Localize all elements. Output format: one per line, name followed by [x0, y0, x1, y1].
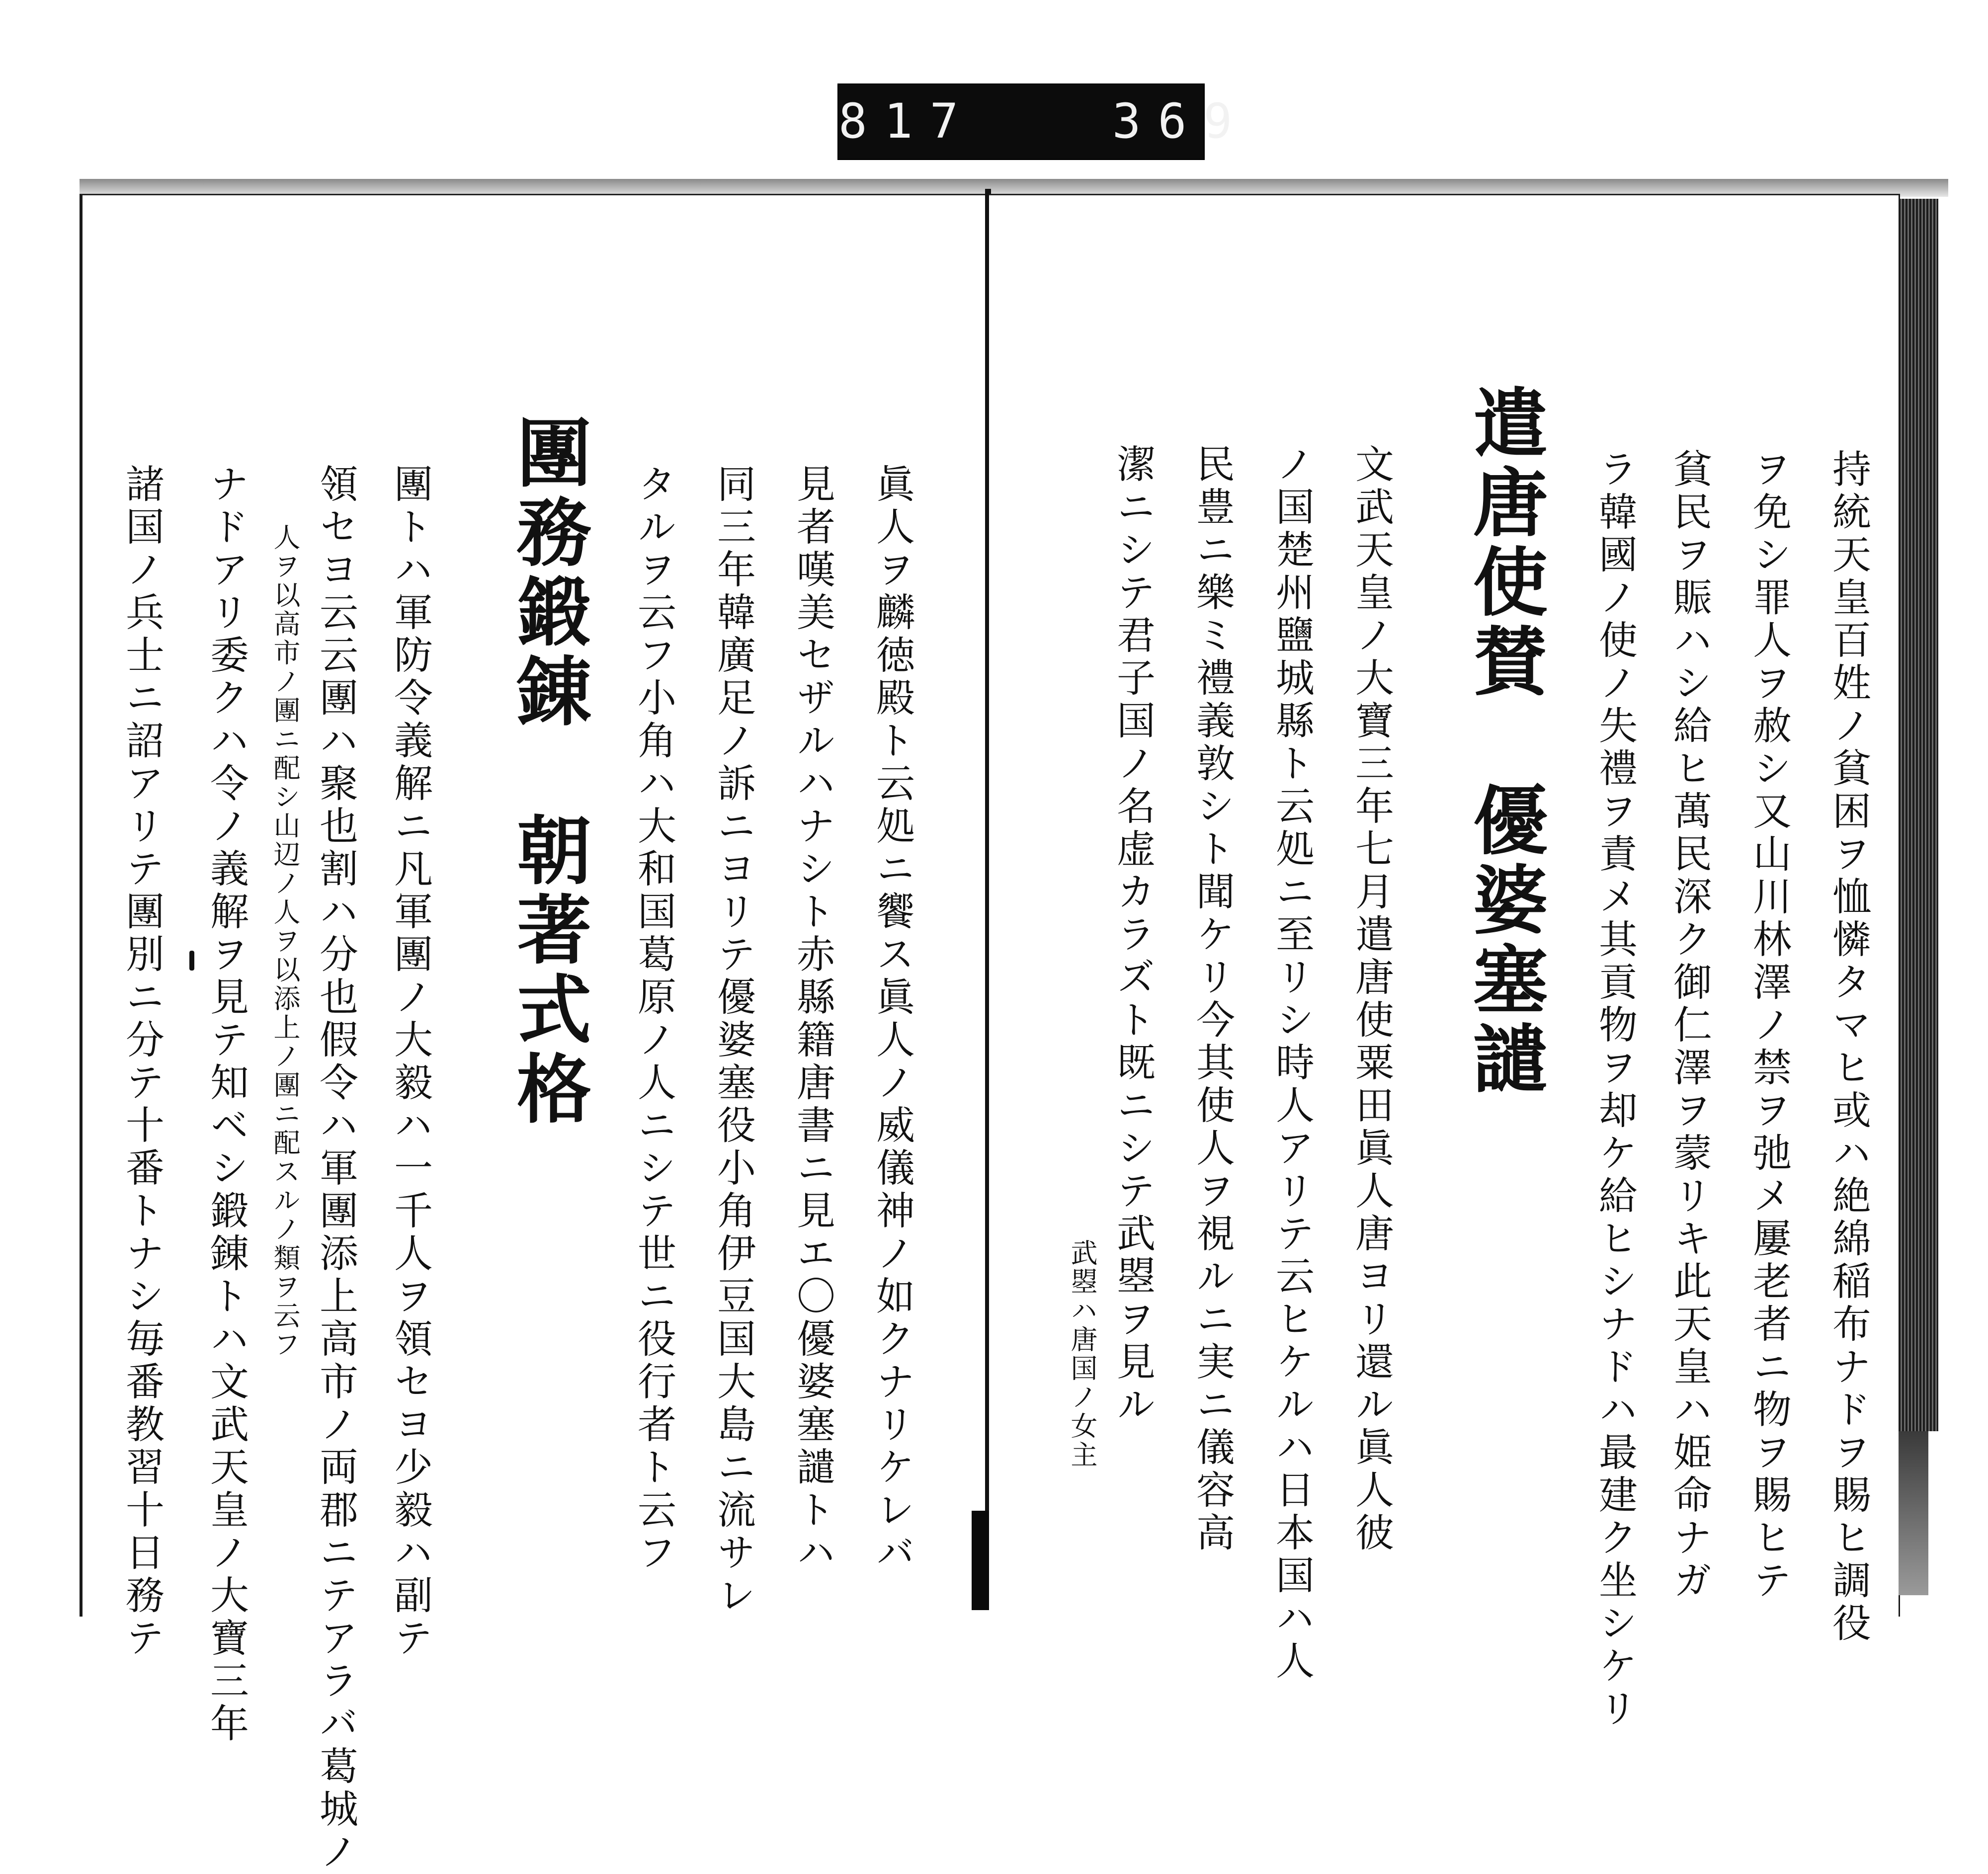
left-col-7: ナドアリ委クハ令ノ義解ヲ見テ知ベシ鍛錬トハ文武天皇ノ大寶三年 [204, 464, 248, 1746]
open-book [80, 179, 1948, 1874]
archive-number-text: 817 369 [838, 93, 1249, 149]
left-col-6: 領セヨ云云團ハ聚也割ハ分也假令ハ軍團添上高市ノ両郡ニテアラバ葛城ノ [313, 464, 358, 1874]
right-page [989, 194, 1900, 1731]
right-col-4: ラ韓國ノ使ノ失禮ヲ責メ其貢物ヲ却ケ給ヒシナドハ最建ク坐シケリ [1592, 449, 1637, 1731]
page-edges [1899, 199, 1938, 1431]
archive-number-label [837, 83, 1249, 160]
right-col-1: 持統天皇百姓ノ貧困ヲ恤憐タマヒ或ハ絶綿稲布ナドヲ賜ヒ調役 [1826, 449, 1871, 1645]
right-col-2: ヲ免シ罪人ヲ赦シ又山川林澤ノ禁ヲ弛メ屢老者ニ物ヲ賜ヒテ [1746, 449, 1791, 1603]
ink-mark [189, 951, 194, 971]
right-heading: 遣唐使賛 優婆塞譴 [1460, 384, 1547, 1100]
left-col-3: 同三年韓廣足ノ訴ニヨリテ優婆塞役小角伊豆国大島ニ流サレ [711, 464, 755, 1618]
right-note: 武曌ハ唐国ノ女主 [1067, 1239, 1098, 1469]
left-page [80, 194, 987, 1874]
right-col-5: 文武天皇ノ大寶三年七月遣唐使粟田眞人唐ヨリ還ル眞人彼 [1349, 444, 1394, 1555]
left-col-8: 諸国ノ兵士ニ詔アリテ團別ニ分テ十番トナシ毎番教習十日務テ [119, 464, 164, 1660]
page-edges-foot [1899, 1431, 1928, 1595]
left-col-1: 眞人ヲ麟徳殿ト云処ニ饗ス眞人ノ威儀神ノ如クナリケレバ [870, 464, 914, 1575]
left-col-5: 團トハ軍防令義解ニ凡軍團ノ大毅ハ一千人ヲ領セヨ少毅ハ副テ [388, 464, 432, 1660]
right-col-6: ノ国楚州鹽城縣ト云処ニ至リシ時人アリテ云ヒケルハ日本国ハ人 [1269, 444, 1314, 1683]
left-note: 人ヲ以高市ノ團ニ配シ山辺ノ人ヲ以添上ノ團ニ配スルノ類ヲ云フ [269, 523, 301, 1359]
left-col-2: 見者嘆美セザルハナシト赤縣籍唐書ニ見エ〇優婆塞譴トハ [790, 464, 835, 1575]
right-col-8: 潔ニシテ君子国ノ名虚カラズト既ニシテ武曌ヲ見ル [1110, 444, 1155, 1427]
right-col-3: 貧民ヲ賑ハシ給ヒ萬民深ク御仁澤ヲ蒙リキ此天皇ハ姫命ナガ [1667, 449, 1712, 1603]
left-heading: 團務鍛錬 朝著式格 [504, 414, 590, 1130]
right-col-7: 民豊ニ樂ミ禮義敦シト聞ケリ今其使人ヲ視ルニ実ニ儀容高 [1190, 444, 1235, 1555]
left-col-4: タルヲ云フ小角ハ大和国葛原ノ人ニシテ世ニ役行者ト云フ [631, 464, 676, 1575]
